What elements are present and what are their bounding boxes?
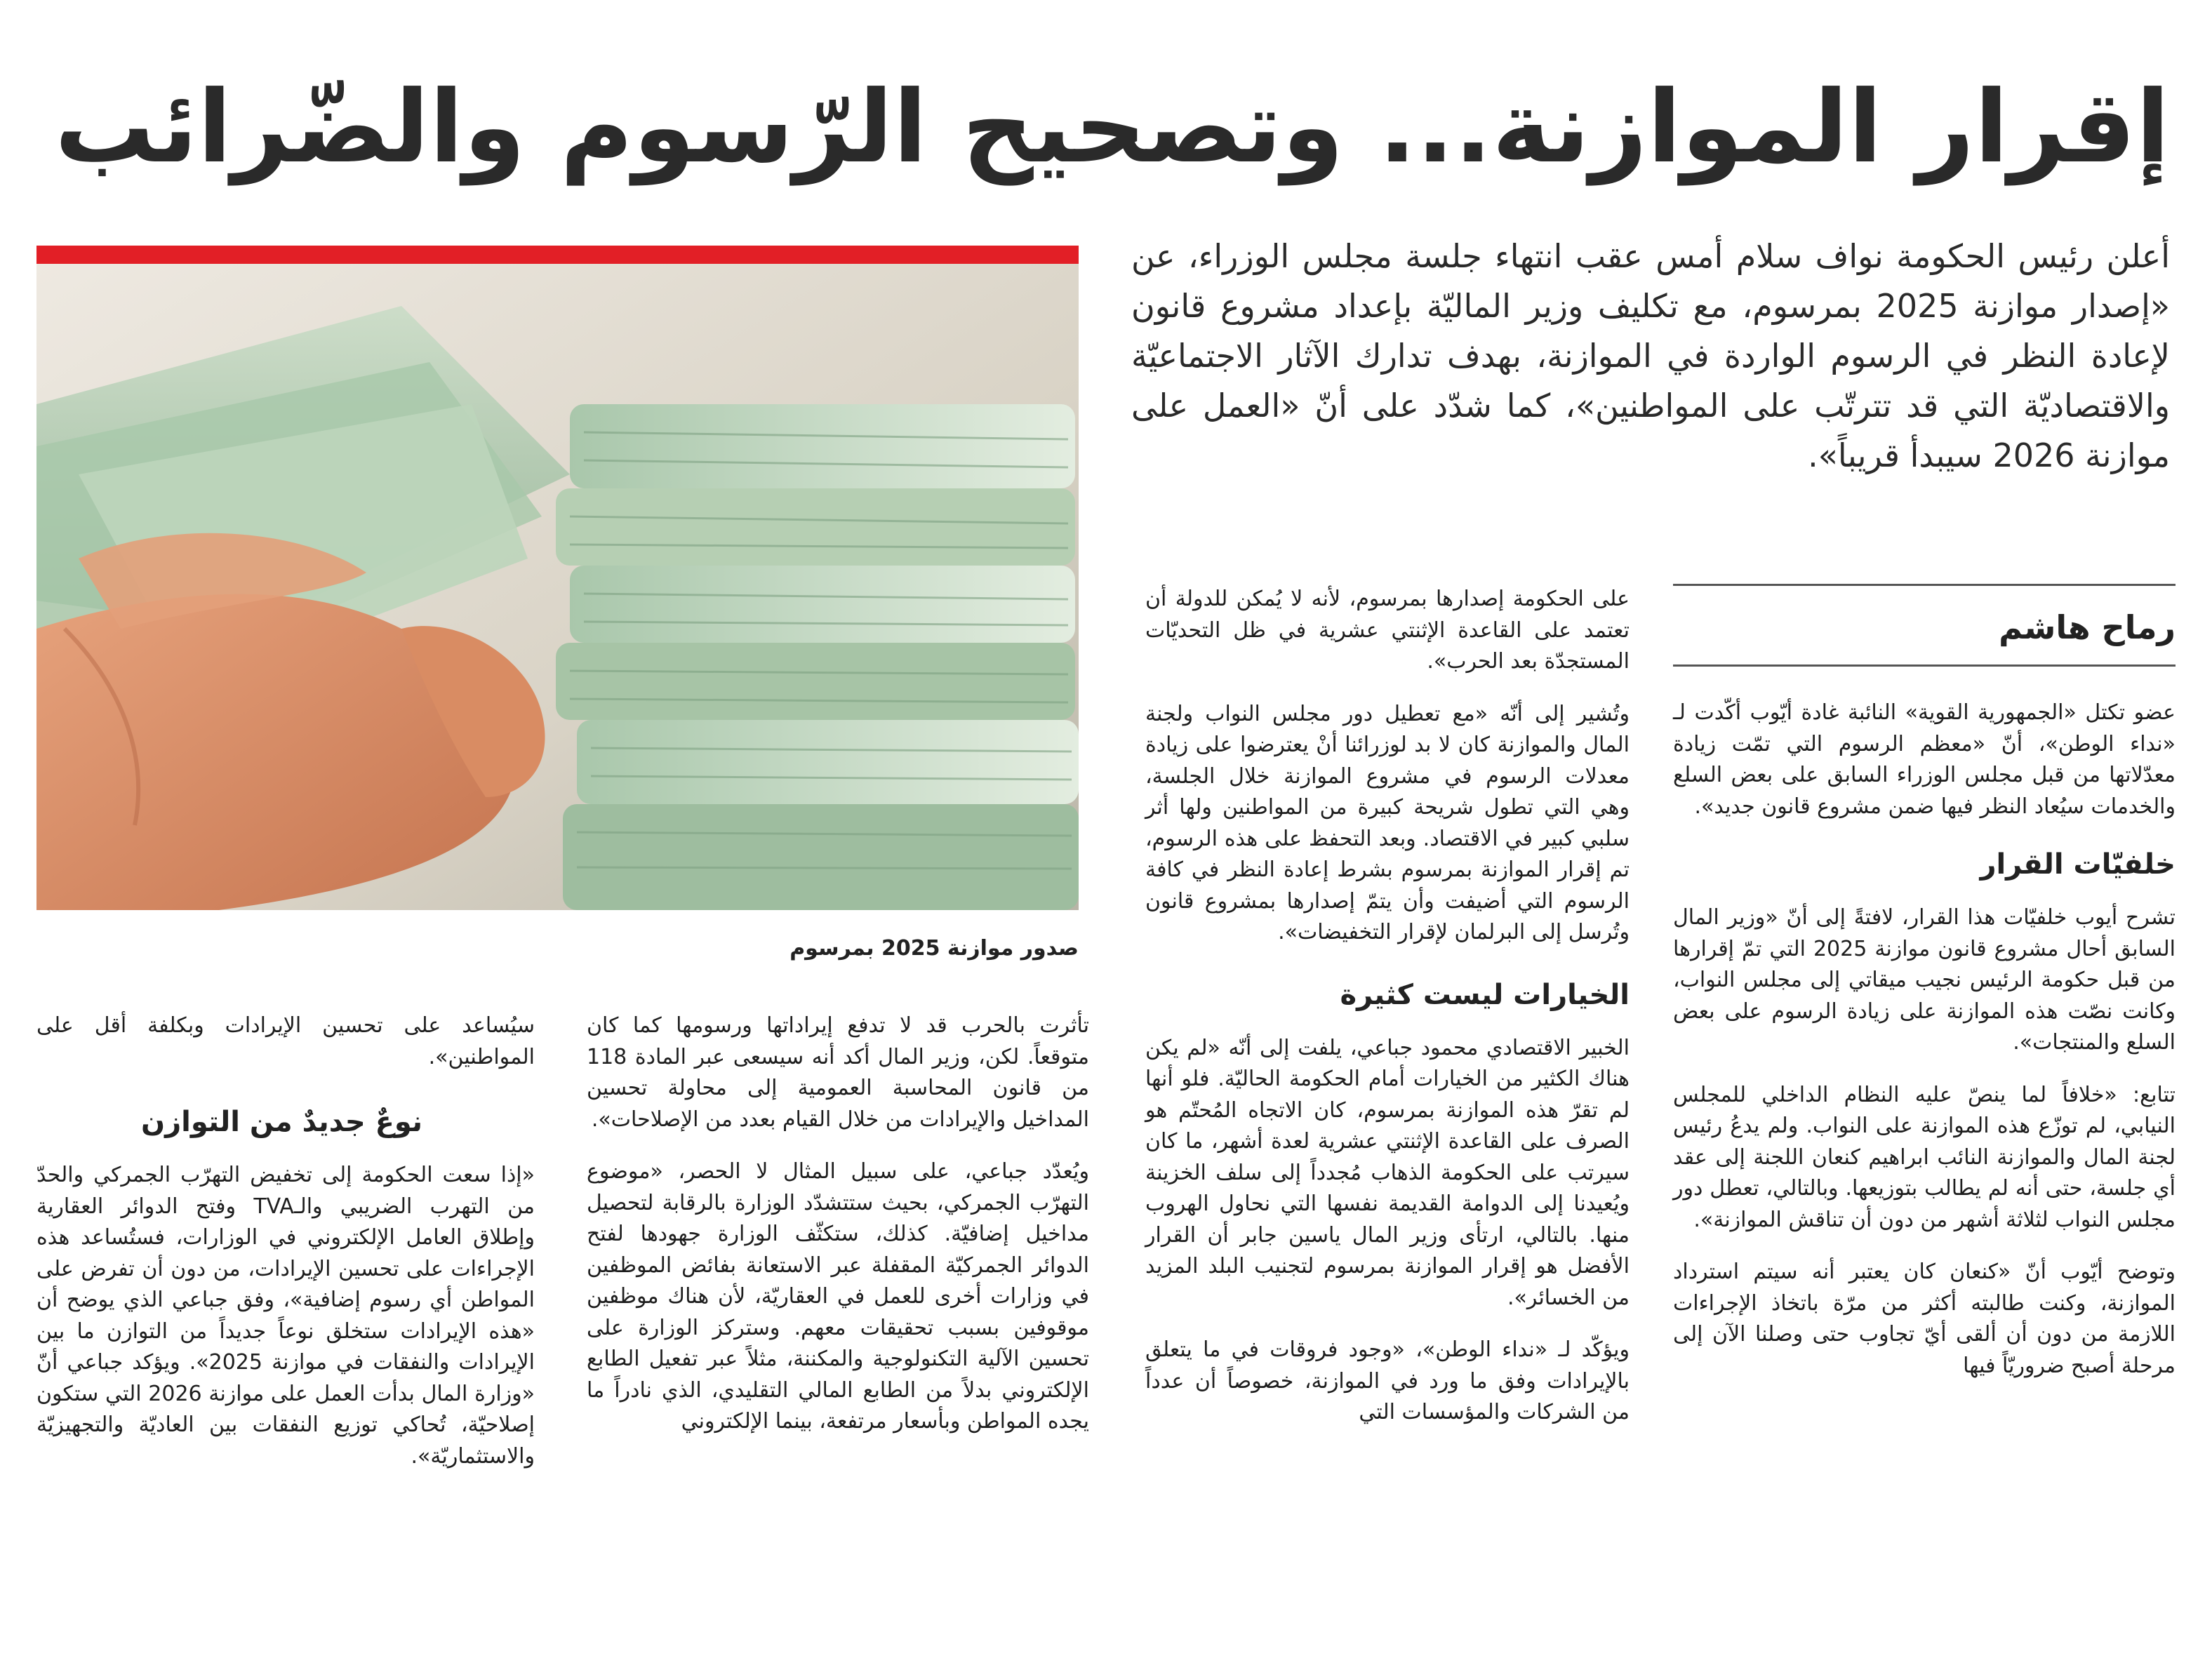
paragraph: عضو تكتل «الجمهورية القوية» النائبة غادة أيّوب أكّدت لـ «نداء الوطن»، أنّ «معظم الرسوم التي تمّت زيادة معدّلاتها من قبل مجلس الوزراء السابق على بعض السلع والخدمات سيُعاد النظر فيها ضمن مشروع قانون جديد». <box>1673 700 2176 819</box>
column-1 <box>1673 584 2176 1403</box>
paragraph: وتُشير إلى أنّه «مع تعطيل دور مجلس النواب ولجنة المال والموازنة كان لا بد لوزرائنا أنْ يعترضوا على زيادة معدلات الرسوم في مشروع الموازنة خلال الجلسة، وهي التي تطول شريحة كبيرة من المواطنين ولها أثر سلبي كبير في الاقتصاد. وبعد التحفظ على هذه الرسوم، تم إقرار الموازنة بمرسوم بشرط إعادة النظر في كافة الرسوم التي أضيفت وأن يتمّ إصدارها بمشروع قانون وتُرسل إلى البرلمان لإقرار التخفيضات». <box>1145 701 1630 944</box>
subheading: نوعٌ جديدٌ من التوازن <box>140 1106 422 1138</box>
photo-accent-bar <box>36 246 1079 264</box>
author-divider-top <box>1673 584 2176 586</box>
lead-paragraph: أعلن رئيس الحكومة نواف سلام أمس عقب انتهاء جلسة مجلس الوزراء، عن «إصدار موازنة 2025 بمرسوم، مع تكليف وزير الماليّة بإعداد مشروع قانون لإعادة النظر في الرسوم الواردة في الموازنة، بهدف تدارك الآثار الاجتماعيّة والاقتصاديّة التي قد تترتّب على المواطنين»، كما شدّد على أنّ «العمل على موازنة 2026 سيبدأ قريباً». <box>1131 237 2171 474</box>
paragraph: تأثرت بالحرب قد لا تدفع إيراداتها ورسومها كما كان متوقعاً. لكن، وزير المال أكد أنه سيسعى عبر المادة 118 من قانون المحاسبة العمومية إلى محاولة تحسين المداخيل والإيرادات من خلال القيام بعدد من الإصلاحات». <box>587 1013 1089 1132</box>
paragraph: تشرح أيوب خلفيّات هذا القرار، لافتةً إلى أنّ «وزير المال السابق أحال مشروع قانون موازنة 2025 التي تمّ إقرارها من قبل حكومة الرئيس نجيب ميقاتي إلى مجلس النواب، وكانت نصّت هذه الموازنة على زيادة الرسوم على بعض السلع والمنتجات». <box>1673 905 2176 1055</box>
photo-caption: صدور موازنة 2025 بمرسوم <box>789 936 1079 961</box>
paragraph: ويؤكّد لـ «نداء الوطن»، «وجود فروقات في ما يتعلق بالإيرادات وفق ما ورد في الموازنة، خصوصاً أن عدداً من الشركات والمؤسسات التي <box>1145 1337 1630 1424</box>
money-photo <box>36 264 1079 910</box>
paragraph: ويُعدّد جباعي، على سبيل المثال لا الحصر، «موضوع التهرّب الجمركي، بحيث ستتشدّد الوزارة بالرقابة لتحصيل مداخيل إضافيّة. كذلك، ستكثّف الوزارة جهودها لفتح الدوائر الجمركيّة المقفلة عبر الاستعانة بفائض الموظفين في وزارات أخرى للعمل في العقاريّة، لأن هناك موظفين موقوفين بسبب تحقيقات معهم. وستركز الوزارة على تحسين الآلية التكنولوجية والمكننة، مثلاً عبر تفعيل الطابع الإلكتروني بدلاً من الطابع المالي التقليدي، الذي نادراً ما يجده المواطن وبأسعار مرتفعة، بينما الإلكتروني <box>587 1159 1089 1434</box>
paragraph: على الحكومة إصدارها بمرسوم، لأنه لا يُمكن للدولة أن تعتمد على القاعدة الإثنتي عشرية في ظل التحديّات المستجدّة بعد الحرب». <box>1145 587 1630 674</box>
subheading: الخيارات ليست كثيرة <box>1340 978 1630 1011</box>
subheading: خلفيّات القرار <box>1980 848 2176 881</box>
photo-block <box>36 246 1079 910</box>
paragraph: الخبير الاقتصادي محمود جباعي، يلفت إلى أنّه «لم يكن هناك الكثير من الخيارات أمام الحكومة الحاليّة. فلو أنها لم تقرّ هذه الموازنة بمرسوم، كان الاتجاه المُحتّم هو الصرف على القاعدة الإثنتي عشرية لعدة أشهر، ما كان سيرتب على الحكومة الذهاب مُجدداً إلى سلف الخزينة ويُعيدنا إلى الدوامة القديمة نفسها التي نحاول الهروب منها. بالتالي، ارتأى وزير المال ياسين جابر أن القرار الأفضل هو إقرار الموازنة بمرسوم لتجنيب البلد المزيد من الخسائر». <box>1145 1035 1630 1310</box>
paragraph: تتابع: «خلافاً لما ينصّ عليه النظام الداخلي للمجلس النيابي، لم توزّع هذه الموازنة على النواب. ولم يدعُ رئيس لجنة المال والموازنة النائب ابراهيم كنعان اللجنة إلى عقد أي جلسة، حتى أنه لم يطالب بتوزيعها. وبالتالي، تعطل دور مجلس النواب لثلاثة أشهر من دون أن تناقش الموازنة». <box>1673 1082 2176 1232</box>
column-2 <box>1145 584 1630 1450</box>
paragraph: وتوضح أيّوب أنّ «كنعان كان يعتبر أنه سيتم استرداد الموازنة، وكنت طالبته أكثر من مرّة باتخاذ الإجراءات اللازمة من دون أن ألقى أيّ تجاوب حتى وصلنا الآن إلى مرحلة أصبح ضروريّاً فيها <box>1673 1260 2176 1378</box>
author-name: رماح هاشم <box>1999 608 2176 646</box>
paragraph: سيُساعد على تحسين الإيرادات وبكلفة أقل على المواطنين». <box>36 1013 535 1069</box>
column-3 <box>587 1010 1089 1459</box>
author-divider-bottom <box>1673 664 2176 667</box>
column-4 <box>36 1010 535 1493</box>
paragraph: «إذا سعت الحكومة إلى تخفيض التهرّب الجمركي والحدّ من التهرب الضريبي والـTVA وفتح الدوائر العقارية وإطلاق العامل الإلكتروني في الوزارات، فستُساعد هذه الإجراءات على تحسين الإيرادات، من دون أن تفرض على المواطن أي رسوم إضافية»، وفق جباعي الذي يوضح أن «هذه الإيرادات ستخلق نوعاً جديداً من التوازن ما بين الإيرادات والنفقات في موازنة 2025». ويؤكد جباعي أنّ «وزارة المال بدأت العمل على موازنة 2026 التي ستكون إصلاحيّة، تُحاكي توزيع النفقات بين العاديّة والتجهيزيّة والاستثماريّة». <box>36 1163 535 1469</box>
headline: إقرار الموازنة... وتصحيح الرّسوم والضّرائب <box>54 69 2170 185</box>
